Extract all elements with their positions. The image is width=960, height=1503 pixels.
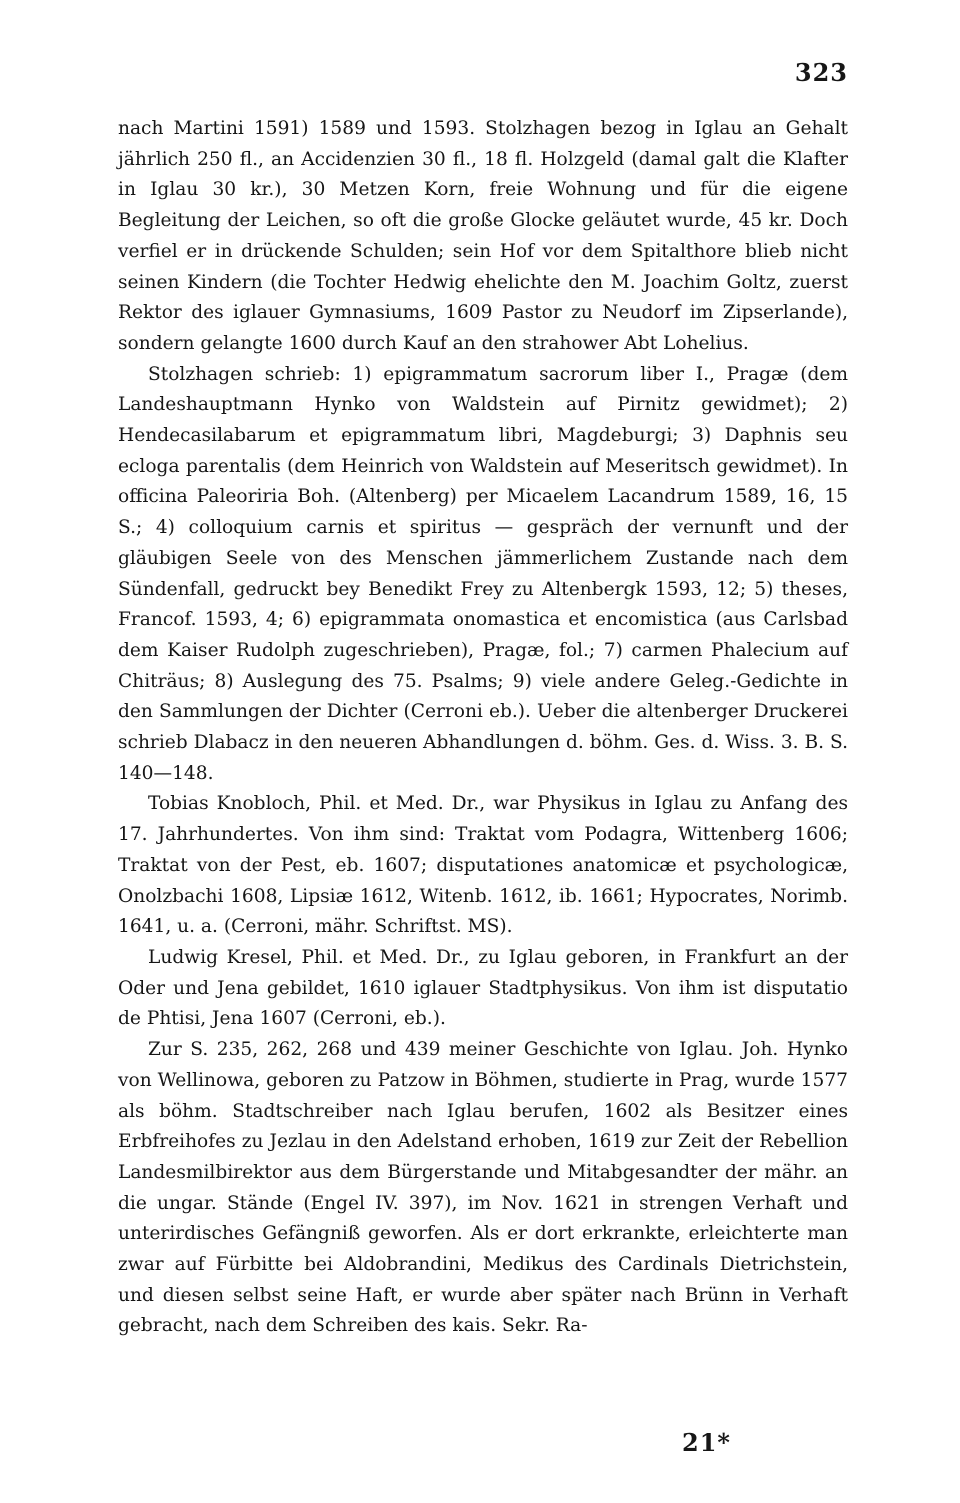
paragraph-stolzhagen-salary: nach Martini 1591) 1589 und 1593. Stolzhagen bezog in Iglau an Gehalt jährlich 250 fl., an Accidenzien 30 fl., 18 fl. Holzgeld (damal galt die Klafter in Iglau 30 kr.), 30 Metzen Korn, freie Wohnung und für die eigene Begleitung der Leichen, so oft die große Glocke geläutet wurde, 45 kr. Doch verfiel er in drückende Schulden; sein Hof vor dem Spitalthore blieb nicht seinen Kindern (die Tochter Hedwig ehelichte den M. Joachim Goltz, zuerst Rektor des iglauer Gymnasiums, 1609 Pastor zu Neudorf im Zipserlande), sondern gelangte 1600 durch Kauf an den strahower Abt Lohelius. [118,118,848,354]
paragraph-tobias-knobloch: Tobias Knobloch, Phil. et Med. Dr., war Physikus in Iglau zu Anfang des 17. Jahrhundertes. Von ihm sind: Traktat vom Podagra, Wittenberg 1606; Traktat von der Pest, eb. 1607; disputationes anatomicæ et psychologicæ, Onolzbachi 1608, Lipsiæ 1612, Witenb. 1612, ib. 1661; Hypocrates, Norimb. 1641, u. a. (Cerroni, mähr. Schriftst. MS). [118,793,848,938]
signature-mark: 21* [682,1428,731,1457]
paragraph-hynko-von-wellinowa: Zur S. 235, 262, 268 und 439 meiner Geschichte von Iglau. Joh. Hynko von Wellinowa, geboren zu Patzow in Böhmen, studierte in Prag, wurde 1577 als böhm. Stadtschreiber nach Iglau berufen, 1602 als Besitzer eines Erbfreihofes zu Jezlau in den Adelstand erhoben, 1619 zur Zeit der Rebellion Landesmilbirektor aus dem Bürgerstande und Mitabgesandter der mähr. an die ungar. Stände (Engel IV. 397), im Nov. 1621 in strengen Verhaft und unterirdisches Gefängniß geworfen. Als er dort erkrankte, erleichterte man zwar auf Fürbitte bei Aldobrandini, Medikus des Cardinals Dietrichstein, und diesen selbst seine Haft, er wurde aber später nach Brünn in Verhaft gebracht, nach dem Schreiben des kais. Sekr. Ra- [118,1039,848,1337]
page-number: 323 [794,58,848,87]
paragraph-stolzhagen-works: Stolzhagen schrieb: 1) epigrammatum sacrorum liber I., Pragæ (dem Landeshauptmann Hynko von Waldstein auf Pirnitz gewidmet); 2) Hendecasilabarum et epigrammatum libri, Magdeburgi; 3) Daphnis seu ecloga parentalis (dem Heinrich von Waldstein auf Meseritsch gewidmet). In officina Paleoriria Boh. (Altenberg) per Micaelem Lacandrum 1589, 16, 15 S.; 4) colloquium carnis et spiritus — gespräch der vernunft und der gläubigen Seele von des Menschen jämmerlichem Zustande nach dem Sündenfall, gedruckt bey Benedikt Frey zu Altenbergk 1593, 12; 5) theses, Francof. 1593, 4; 6) epigrammata onomastica et encomistica (aus Carlsbad dem Kaiser Rudolph zugeschrieben), Pragæ, fol.; 7) carmen Phalecium auf Chiträus; 8) Auslegung des 75. Psalms; 9) viele andere Geleg.-Gedichte in den Sammlungen der Dichter (Cerroni eb.). Ueber die altenberger Druckerei schrieb Dlabacz in den neueren Abhandlungen d. böhm. Ges. d. Wiss. 3. B. S. 140—148. [118,363,848,784]
paragraph-ludwig-kresel: Ludwig Kresel, Phil. et Med. Dr., zu Iglau geboren, in Frankfurt an der Oder und Jena gebildet, 1610 iglauer Stadtphysikus. Von ihm ist disputatio de Phtisi, Jena 1607 (Cerroni, eb.). [118,946,848,1030]
page-text [118,114,848,1342]
